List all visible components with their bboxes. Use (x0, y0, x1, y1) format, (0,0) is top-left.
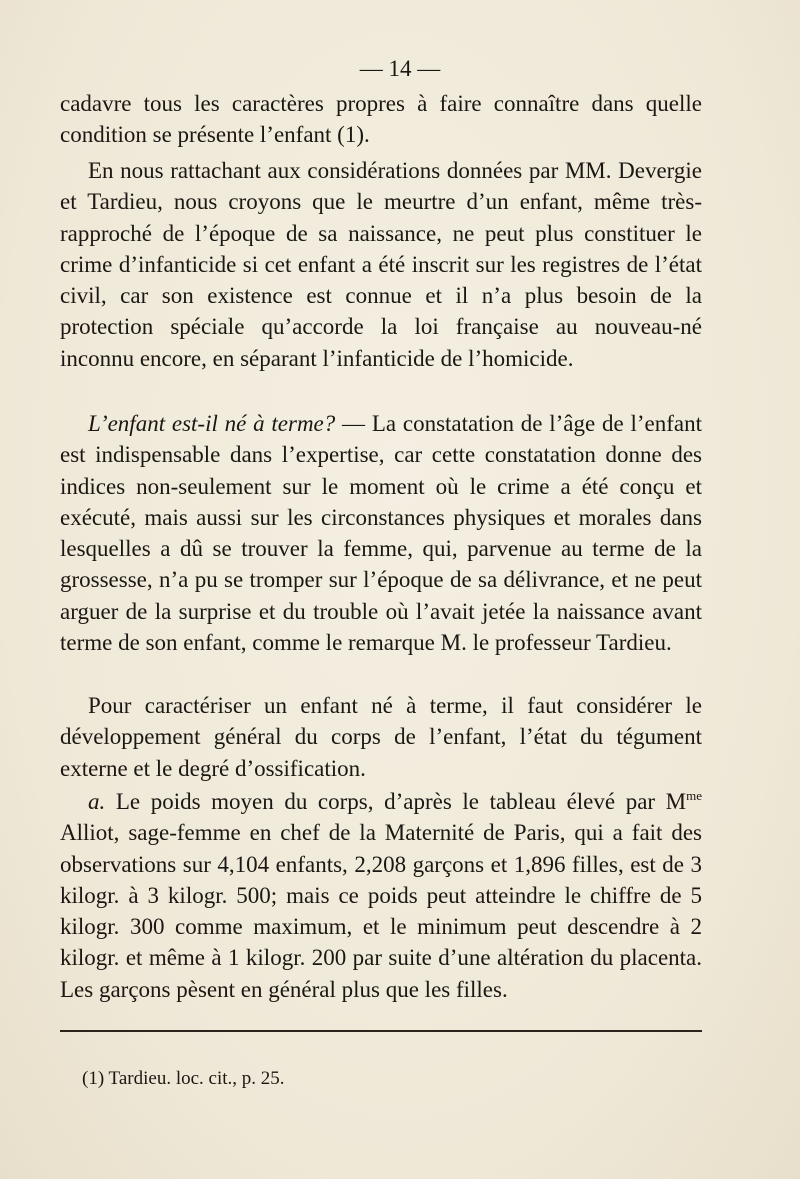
paragraph-5-block (60, 786, 702, 1005)
paragraph-3 (60, 408, 702, 658)
paragraph-5-letter: a. (88, 789, 106, 814)
paragraph-1: cadavre tous les caractères propres à faire connaître dans quelle condition se présente l’enfant (1). (60, 91, 702, 148)
paragraph-4: Pour caractériser un enfant né à terme, il faut considérer le développement général du corps de l’enfant, l’état du tégument externe et le degré d’ossification. (60, 693, 702, 781)
section-heading-italic: L’enfant est-il né à terme? (88, 411, 336, 436)
page-number: — 14 — (359, 56, 441, 81)
paragraph-5-text-b: Alliot, sage-femme en chef de la Maternité de Paris, qui a fait des observations sur 4,104 enfants, 2,208 garçons et 1,896 filles, est de 3 kilogr. à 3 kilogr. 500; mais ce poids peut atteindre le chiffre de 5 kilogr. 300 comme maximum, et le minimum peut descendre à 2 kilogr. et même à 1 kilogr. 200 par suite d’une altération du placenta. Les garçons pèsent en général plus que les filles. (60, 820, 702, 1002)
paragraph-3-text: — La constatation de l’âge de l’enfant est indispensable dans l’expertise, car cette constatation donne des indices non-seulement sur le moment où le crime a été conçu et exécuté, mais aussi sur les circonstances physiques et morales dans lesquelles a dû se trouver la femme, qui, parvenue au terme de la grossesse, n’a pu se tromper sur l’époque de sa délivrance, et ne peut arguer de la surprise et du trouble où l’avait jetée la naissance avant terme de son enfant, comme le remarque M. le professeur Tardieu. (60, 411, 702, 656)
paragraph-3-block (60, 408, 702, 658)
footnote: (1) Tardieu. loc. cit., p. 25. (82, 1068, 285, 1089)
paragraph-5-text-a: Le poids moyen du corps, d’après le tableau élevé par M (105, 789, 687, 814)
paragraph-5-superscript: me (686, 788, 702, 803)
footnote-separator (60, 1030, 702, 1032)
paragraph-2-block (60, 155, 702, 374)
paragraph-2: En nous rattachant aux considérations données par MM. Devergie et Tardieu, nous croyons que le meurtre d’un enfant, même très-rapproché de l’époque de sa naissance, ne peut plus constituer le crime d’infanticide si cet enfant a été inscrit sur les registres de l’état civil, car son existence est connue et il n’a plus besoin de la protection spéciale qu’accorde la loi française au nouveau-né inconnu encore, en séparant l’infanticide de l’homicide. (60, 158, 702, 371)
paragraph-4-block (60, 690, 702, 784)
paragraph-1-block (60, 88, 702, 151)
paragraph-5 (60, 786, 702, 1005)
